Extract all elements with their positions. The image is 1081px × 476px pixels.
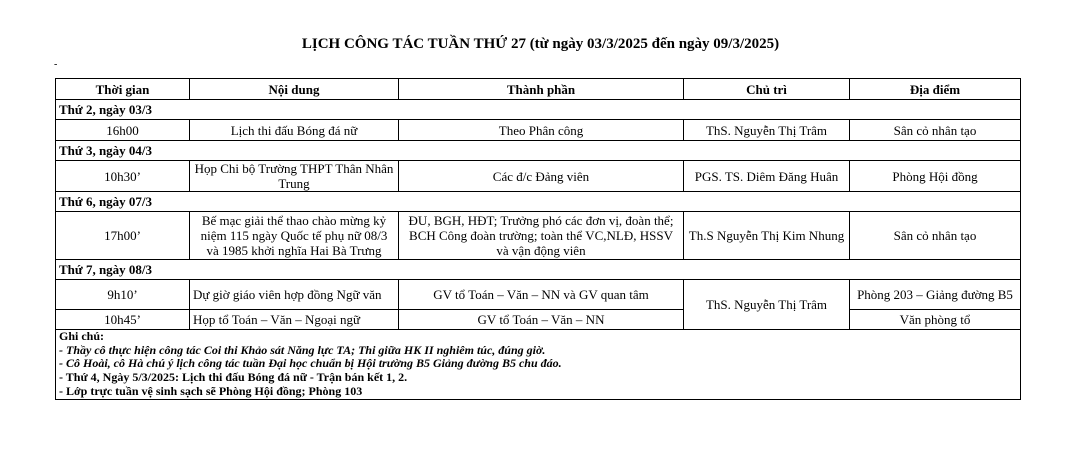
location-cell: Phòng Hội đồng	[850, 161, 1021, 192]
col-location-header: Địa điểm	[850, 79, 1021, 100]
col-chair-header: Chủ trì	[684, 79, 850, 100]
note-item: - Thứ 4, Ngày 5/3/2025: Lịch thi đấu Bóng đá nữ - Trận bán kết 1, 2.	[59, 370, 408, 385]
chair-cell: Th.S Nguyễn Thị Kim Nhung	[684, 212, 850, 260]
table-row	[56, 161, 1021, 192]
day-row	[56, 141, 1021, 161]
chair-cell: ThS. Nguyễn Thị Trâm	[684, 120, 850, 141]
notes-heading: Ghi chú:	[59, 329, 105, 343]
day-label: Thứ 2, ngày 03/3	[56, 100, 1021, 120]
day-row	[56, 100, 1021, 120]
day-label: Thứ 7, ngày 08/3	[56, 260, 1021, 280]
participants-cell: Theo Phân công	[399, 120, 684, 141]
location-cell: Sân cỏ nhân tạo	[850, 212, 1021, 260]
chair-cell: PGS. TS. Diêm Đăng Huân	[684, 161, 850, 192]
page-title: LỊCH CÔNG TÁC TUẦN THỨ 27 (từ ngày 03/3/2025 đến ngày 09/3/2025)	[301, 36, 780, 52]
col-participants-header: Thành phần	[399, 79, 684, 100]
content-cell: Bế mạc giải thể thao chào mừng kỷ niệm 115 ngày Quốc tế phụ nữ 08/3 và 1985 khởi nghĩa Hai Bà Trưng	[190, 212, 399, 260]
table-row	[56, 120, 1021, 141]
content-cell: Họp tổ Toán – Văn – Ngoại ngữ	[190, 310, 399, 330]
time-cell: 16h00	[56, 120, 190, 141]
note-item: - Cô Hoài, cô Hà chú ý lịch công tác tuần Đại học chuẩn bị Hội trường B5 Giảng đường B5 chu đáo.	[59, 356, 562, 371]
chair-cell: ThS. Nguyễn Thị Trâm	[684, 280, 850, 330]
participants-cell: GV tổ Toán – Văn – NN	[399, 310, 684, 330]
time-cell: 10h45’	[56, 310, 190, 330]
time-cell: 17h00’	[56, 212, 190, 260]
location-cell: Văn phòng tổ	[850, 310, 1021, 330]
dash-mark: -	[54, 59, 58, 70]
note-item: - Lớp trực tuần vệ sinh sạch sẽ Phòng Hội đồng; Phòng 103	[59, 383, 363, 398]
header-row	[56, 79, 1021, 100]
table-row	[56, 212, 1021, 260]
table-row	[56, 310, 1021, 330]
participants-cell: GV tổ Toán – Văn – NN và GV quan tâm	[399, 280, 684, 310]
time-cell: 10h30’	[56, 161, 190, 192]
schedule-table	[55, 78, 1021, 400]
participants-cell: Các đ/c Đảng viên	[399, 161, 684, 192]
time-cell: 9h10’	[56, 280, 190, 310]
content-cell: Dự giờ giáo viên hợp đồng Ngữ văn	[190, 280, 399, 310]
participants-cell: ĐU, BGH, HĐT; Trưởng phó các đơn vị, đoàn thể; BCH Công đoàn trường; toàn thể VC,NLĐ, HSSV và vận động viên	[399, 212, 684, 260]
table-row	[56, 280, 1021, 310]
day-row	[56, 260, 1021, 280]
col-time-header: Thời gian	[56, 79, 190, 100]
content-cell: Lịch thi đấu Bóng đá nữ	[190, 120, 399, 141]
note-item: - Thầy cô thực hiện công tác Coi thi Khảo sát Năng lực TA; Thi giữa HK II nghiêm túc, đúng giờ.	[59, 342, 546, 357]
day-label: Thứ 3, ngày 04/3	[56, 141, 1021, 161]
notes-row	[56, 330, 1021, 400]
col-content-header: Nội dung	[190, 79, 399, 100]
day-label: Thứ 6, ngày 07/3	[56, 192, 1021, 212]
notes-cell	[56, 330, 1021, 400]
location-cell: Phòng 203 – Giảng đường B5	[850, 280, 1021, 310]
day-row	[56, 192, 1021, 212]
content-cell: Họp Chi bộ Trường THPT Thân Nhân Trung	[190, 161, 399, 192]
location-cell: Sân cỏ nhân tạo	[850, 120, 1021, 141]
